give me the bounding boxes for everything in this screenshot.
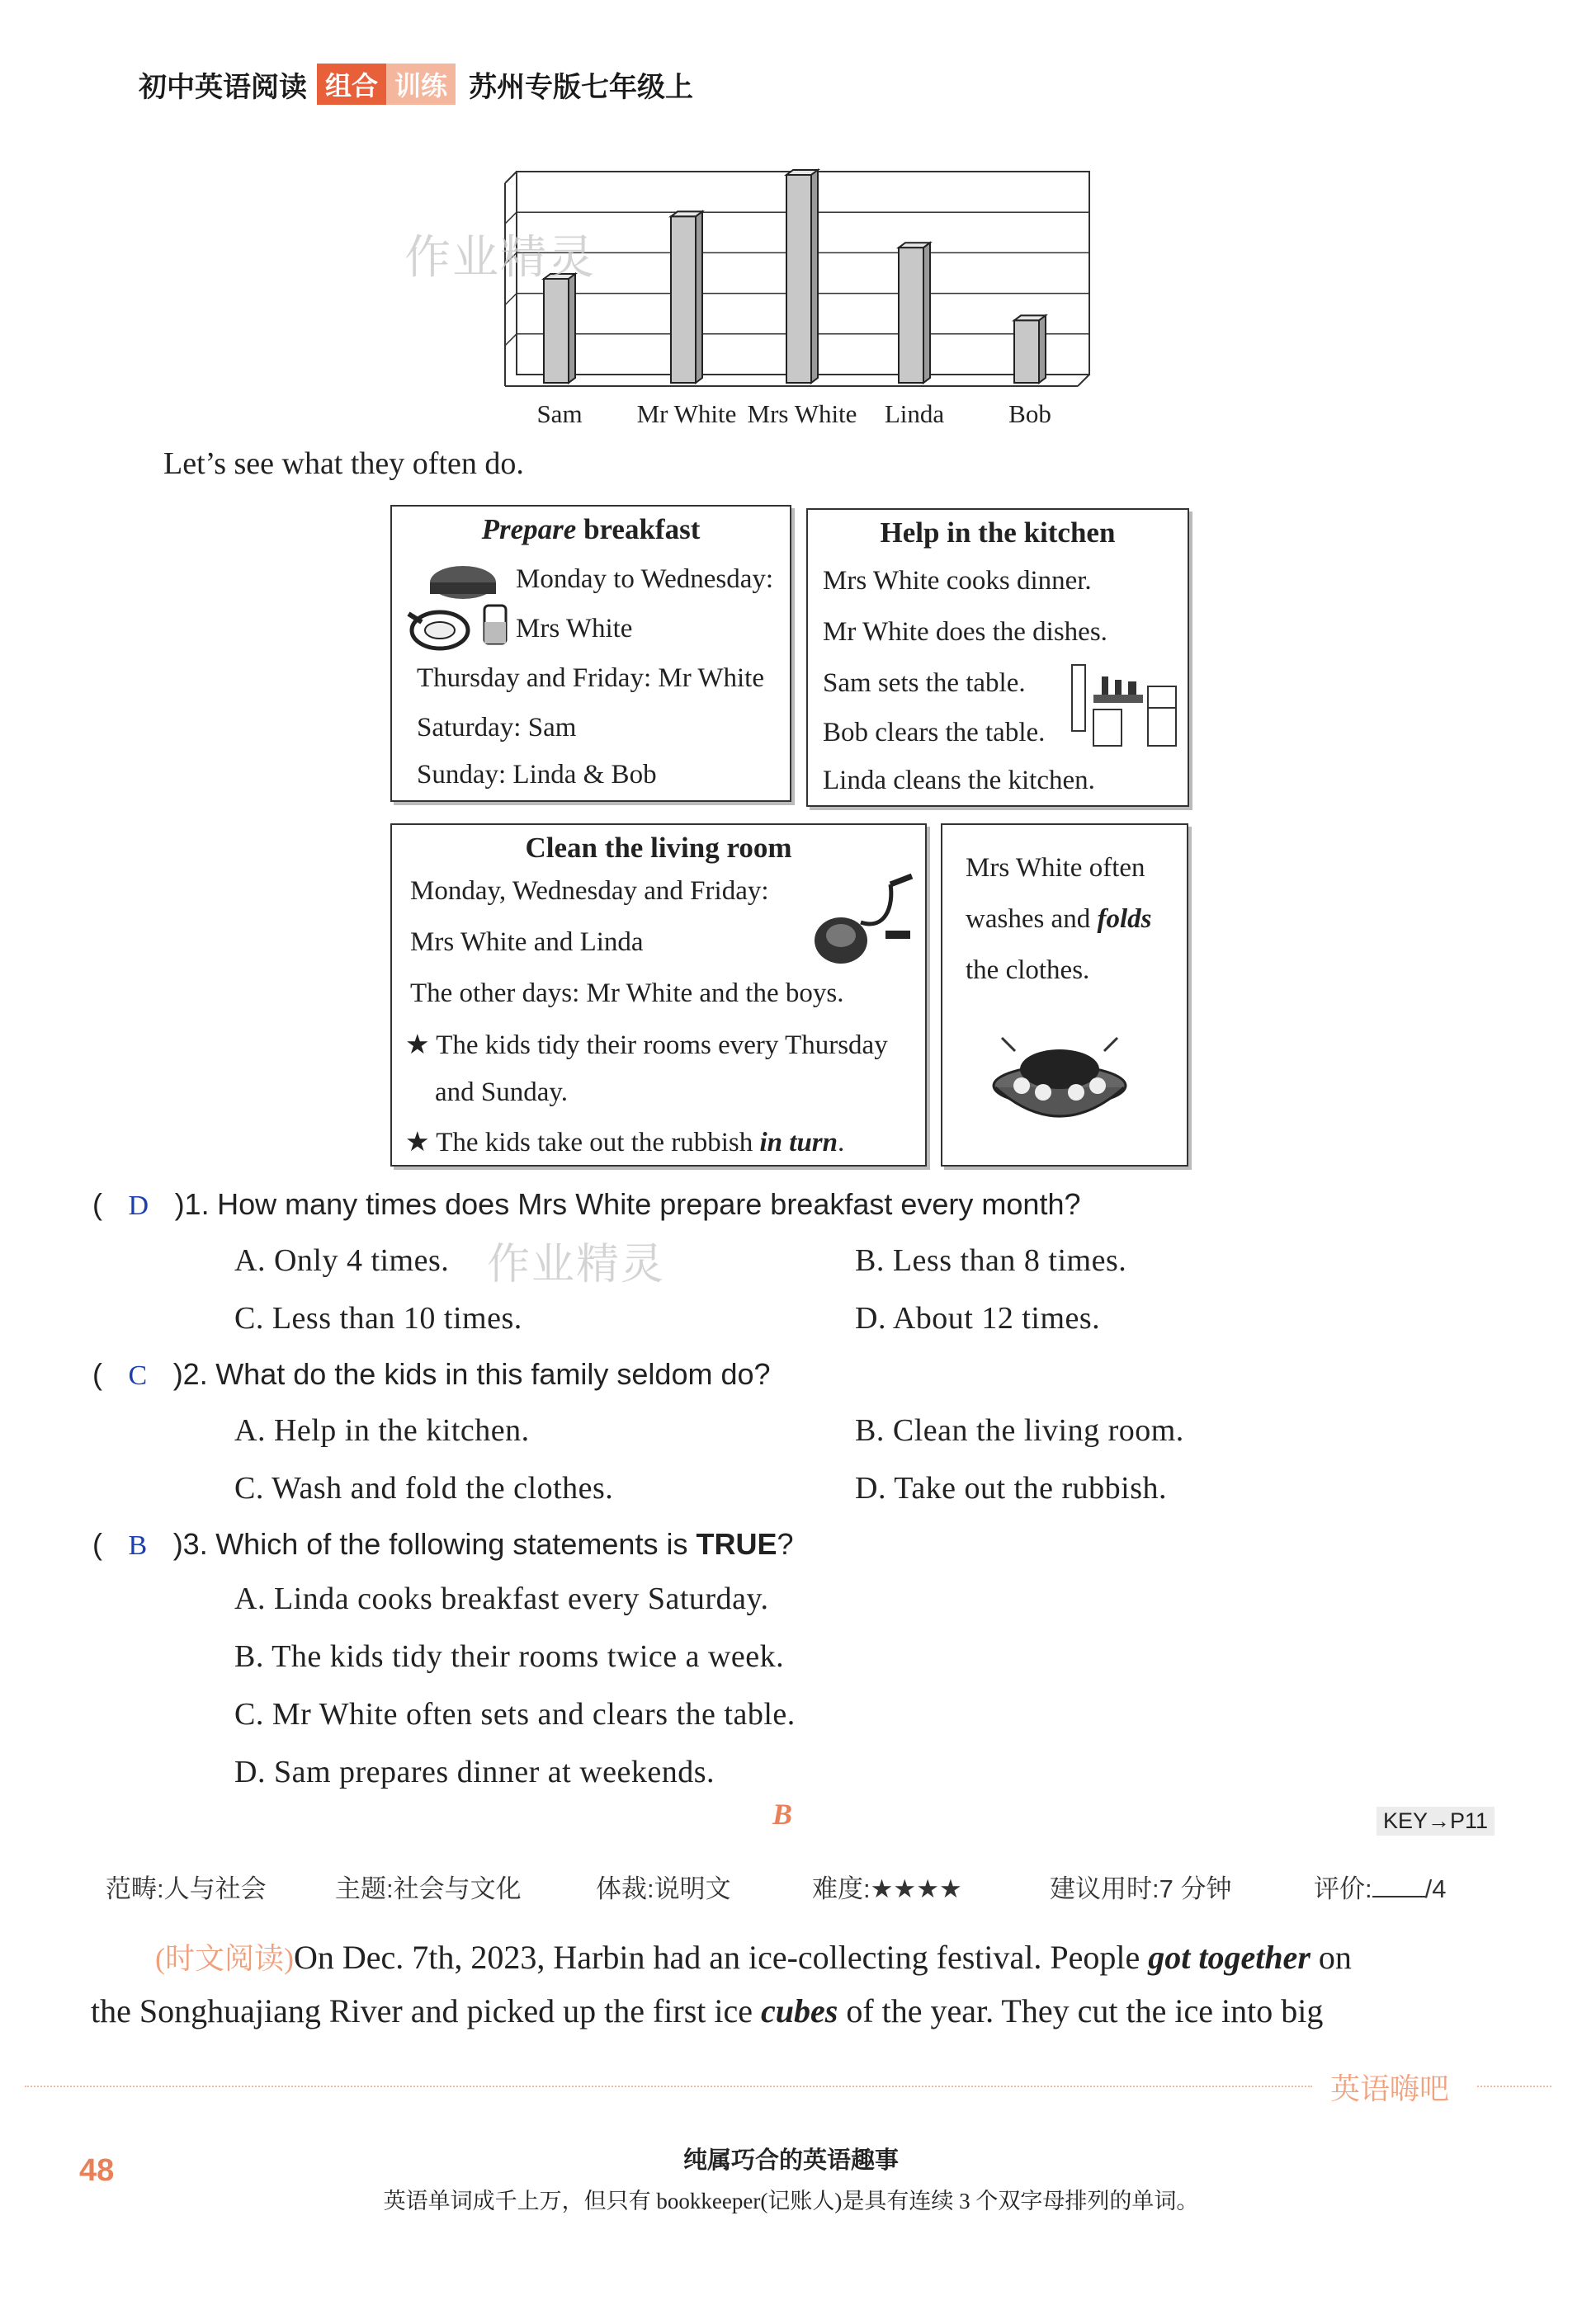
chart-gridline-side <box>505 294 517 305</box>
chart-bars <box>544 170 1046 383</box>
question-3 <box>92 1526 794 1563</box>
box-help-kitchen <box>806 508 1189 807</box>
box-laundry <box>941 823 1188 1167</box>
living-line-3: The other days: Mr White and the boys. <box>410 978 844 1008</box>
q2-option-c[interactable]: C. Wash and fold the clothes. <box>234 1471 614 1506</box>
fun-fact-title: 纯属巧合的英语趣事 <box>682 2147 899 2174</box>
passage-tag: (时文阅读) <box>155 1942 294 1975</box>
q2-text: What do the kids in this family seldom do? <box>215 1357 771 1391</box>
footer-divider-right <box>1477 2086 1551 2087</box>
info-genre: 体裁:说明文 <box>596 1874 731 1903</box>
q2-number: )2. <box>172 1357 208 1391</box>
bar-side-3 <box>923 243 930 383</box>
bar-label-3: Linda <box>884 399 945 428</box>
q2-option-b[interactable]: B. Clean the living room. <box>855 1413 1184 1448</box>
living-line-6-text: The kids take out the rubbish <box>436 1128 760 1157</box>
q3-number: )3. <box>172 1527 208 1561</box>
laundry-line-2 <box>966 904 1151 935</box>
q1-text: How many times does Mrs White prepare breakfast every month? <box>217 1187 1081 1221</box>
living-line-6-emphasis: in turn <box>759 1128 838 1157</box>
q3-text-emphasis: TRUE <box>696 1527 777 1561</box>
living-line-6 <box>405 1125 844 1158</box>
kitchen-line-4: Bob clears the table. <box>823 718 1046 747</box>
q3-paren-open: ( <box>92 1527 102 1561</box>
title-emphasis: Prepare <box>481 513 577 545</box>
info-score <box>1314 1868 1446 1905</box>
passage-line-1-end: on <box>1310 1939 1352 1976</box>
passage-line-1 <box>155 1935 1352 1978</box>
chore-bar-chart <box>487 162 1098 442</box>
laundry-line-2-emphasis: folds <box>1097 904 1152 934</box>
q1-answer[interactable]: D <box>128 1190 149 1221</box>
title-rest: breakfast <box>576 513 701 545</box>
laundry-basin-icon <box>985 1021 1134 1129</box>
laundry-line-2-text: washes and <box>966 904 1098 934</box>
q3-text: Which of the following statements is <box>215 1527 697 1561</box>
q3-option-d[interactable]: D. Sam prepares dinner at weekends. <box>234 1755 715 1789</box>
living-line-2: Mrs White and Linda <box>410 927 644 957</box>
breakfast-line-3: Thursday and Friday: Mr White <box>417 663 764 693</box>
badge-training: 训练 <box>386 64 456 105</box>
bar-side-4 <box>1039 315 1046 383</box>
score-blank[interactable] <box>1372 1896 1425 1897</box>
living-line-1: Monday, Wednesday and Friday: <box>410 876 769 906</box>
box-clean-living-room <box>390 823 927 1167</box>
chart-corner <box>1078 375 1089 386</box>
bar-4 <box>1014 320 1039 383</box>
kitchen-line-1: Mrs White cooks dinner. <box>823 566 1092 596</box>
score-label: 评价: <box>1314 1874 1372 1903</box>
kitchen-illustration-icon <box>1069 662 1181 752</box>
bar-side-1 <box>696 211 702 383</box>
bar-label-2: Mrs White <box>747 399 857 428</box>
q3-text-end: ? <box>777 1527 794 1561</box>
kitchen-line-2: Mr White does the dishes. <box>823 617 1107 647</box>
box-prepare-breakfast <box>390 505 791 802</box>
bar-label-4: Bob <box>1008 399 1051 428</box>
q1-option-c[interactable]: C. Less than 10 times. <box>234 1301 522 1336</box>
book-title: 初中英语阅读 <box>139 71 307 103</box>
q1-number: )1. <box>174 1187 210 1221</box>
chart-corner <box>505 172 517 183</box>
watermark-1: 作业精灵 <box>404 231 596 283</box>
q2-option-a[interactable]: A. Help in the kitchen. <box>234 1413 530 1448</box>
page-header <box>139 64 693 104</box>
bar-side-0 <box>569 274 575 383</box>
q2-answer[interactable]: C <box>128 1360 148 1391</box>
watermark-2: 作业精灵 <box>487 1241 666 1289</box>
box-kitchen-title: Help in the kitchen <box>880 516 1116 549</box>
info-theme: 主题:社会与文化 <box>335 1874 522 1903</box>
passage-line-2 <box>91 1992 1323 2030</box>
score-total: /4 <box>1424 1874 1447 1903</box>
breakfast-line-5: Sunday: Linda & Bob <box>417 760 657 790</box>
q2-option-d[interactable]: D. Take out the rubbish. <box>855 1471 1168 1506</box>
question-2 <box>92 1356 771 1393</box>
answer-key-ref[interactable]: KEY→P11 <box>1377 1807 1495 1836</box>
box-breakfast-title <box>392 513 790 546</box>
page-number: 48 <box>79 2153 115 2188</box>
footer-divider <box>25 2086 1312 2087</box>
laundry-line-3: the clothes. <box>966 955 1090 985</box>
q1-paren-open: ( <box>92 1187 102 1221</box>
info-scope: 范畴:人与社会 <box>106 1874 267 1903</box>
q3-option-c[interactable]: C. Mr White often sets and clears the table. <box>234 1697 796 1732</box>
living-line-4 <box>405 1028 888 1061</box>
passage-line-1-emphasis: got together <box>1148 1939 1310 1976</box>
living-line-5: and Sunday. <box>435 1077 569 1107</box>
intro-sentence: Let’s see what they often do. <box>163 446 524 481</box>
info-difficulty: 难度:★★★★ <box>812 1874 962 1903</box>
bar-3 <box>899 247 923 383</box>
footer-brand: 英语嗨吧 <box>1330 2072 1450 2105</box>
passage-line-2-end: of the year. They cut the ice into big <box>838 1992 1324 2029</box>
living-line-4-text: The kids tidy their rooms every Thursday <box>436 1030 888 1060</box>
info-time: 建议用时:7 分钟 <box>1050 1874 1232 1903</box>
chart-gridline-side <box>505 334 517 346</box>
breakfast-line-2: Mrs White <box>516 614 633 643</box>
q1-option-b[interactable]: B. Less than 8 times. <box>855 1243 1127 1278</box>
fun-fact-text: 英语单词成千上万，但只有 bookkeeper(记账人)是具有连续 3 个双字母排列的单词。 <box>383 2189 1199 2213</box>
bar-side-2 <box>811 170 818 383</box>
q2-paren-open: ( <box>92 1357 102 1391</box>
q1-option-d[interactable]: D. About 12 times. <box>855 1301 1101 1336</box>
breakfast-line-4: Saturday: Sam <box>417 713 577 742</box>
q1-option-a[interactable]: A. Only 4 times. <box>234 1243 450 1278</box>
passage-line-2-text: the Songhuajiang River and picked up the first ice <box>91 1992 762 2029</box>
q3-option-a[interactable]: A. Linda cooks breakfast every Saturday. <box>234 1582 769 1616</box>
bar-2 <box>786 175 811 383</box>
passage-line-2-emphasis: cubes <box>761 1992 838 2029</box>
laundry-line-1: Mrs White often <box>966 853 1145 883</box>
kitchen-line-3: Sam sets the table. <box>823 668 1026 698</box>
vacuum-cleaner-icon <box>811 873 919 972</box>
kitchen-line-5: Linda cleans the kitchen. <box>823 766 1095 795</box>
q3-answer[interactable]: B <box>128 1530 148 1561</box>
q3-option-b[interactable]: B. The kids tidy their rooms twice a week. <box>234 1639 785 1674</box>
breakfast-line-1: Monday to Wednesday: <box>516 564 774 594</box>
section-b-label: B <box>772 1798 793 1831</box>
bar-1 <box>671 216 696 383</box>
living-line-6-end: . <box>838 1128 845 1157</box>
bar-0 <box>544 279 569 383</box>
breakfast-illustration-icon <box>405 556 521 655</box>
chart-labels <box>536 399 1051 428</box>
box-living-title: Clean the living room <box>525 832 792 864</box>
bar-label-1: Mr White <box>636 399 737 428</box>
badge-combo: 组合 <box>317 64 386 105</box>
star-icon: ★ <box>405 1030 430 1060</box>
bar-label-0: Sam <box>536 399 583 428</box>
question-1 <box>92 1186 1081 1223</box>
passage-line-1-text: On Dec. 7th, 2023, Harbin had an ice-collecting festival. People <box>293 1939 1149 1976</box>
star-icon: ★ <box>405 1128 430 1157</box>
edition-label: 苏州专版七年级上 <box>469 71 694 103</box>
